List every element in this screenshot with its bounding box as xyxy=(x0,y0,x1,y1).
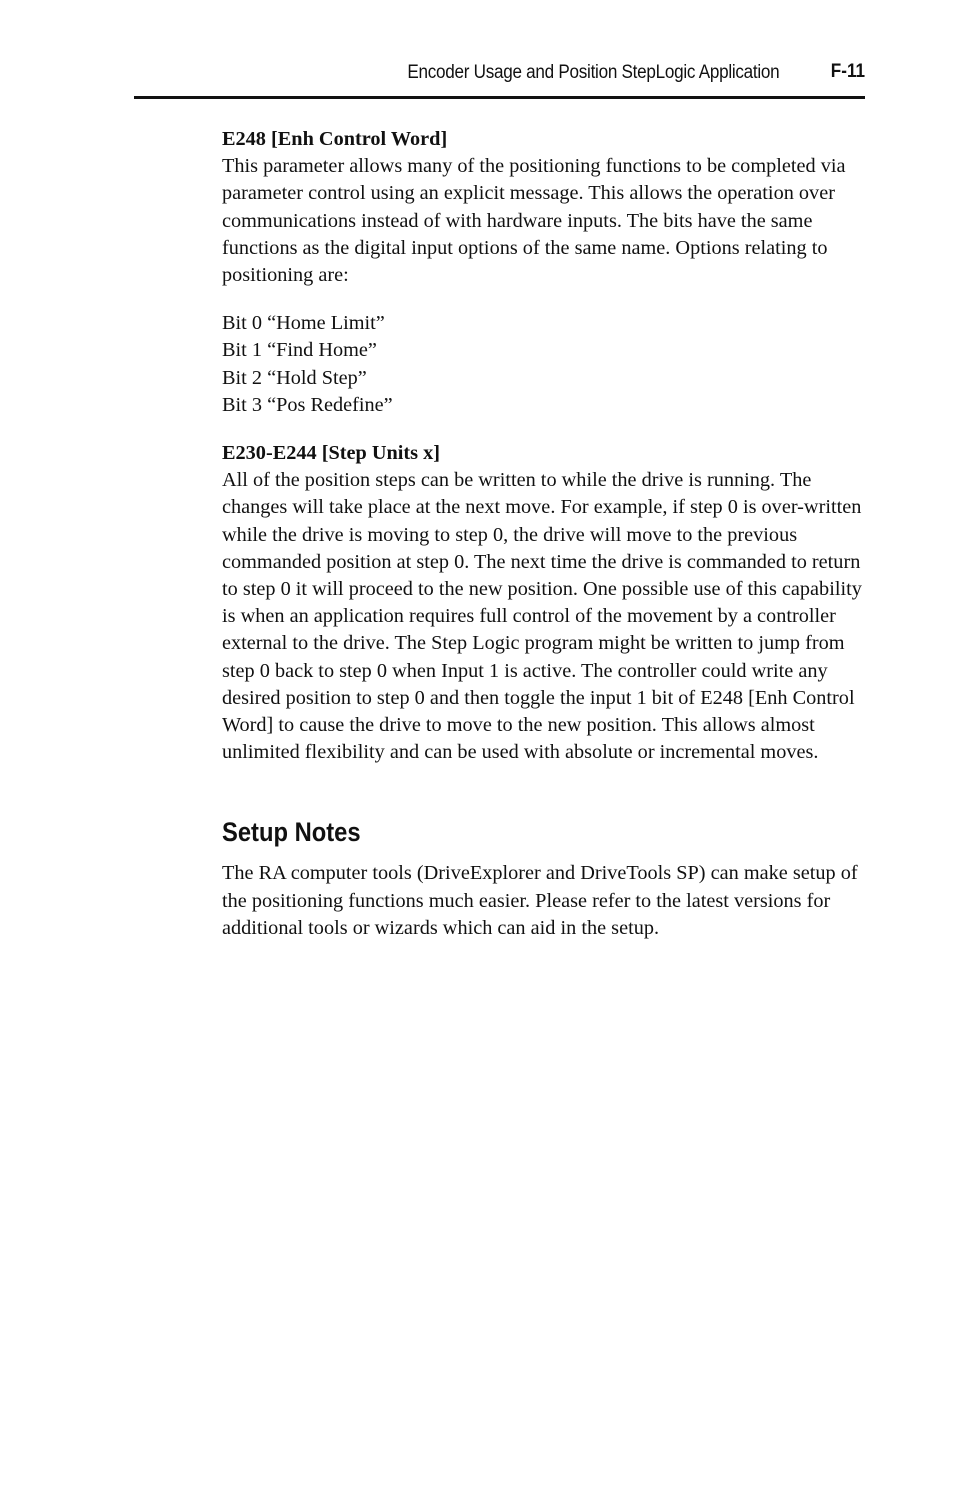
section-title-setup-notes: Setup Notes xyxy=(222,817,361,848)
spacer xyxy=(222,419,872,440)
param-heading-step-units: E230-E244 [Step Units x] xyxy=(222,442,441,465)
page-content xyxy=(222,126,872,942)
list-item: Bit 3 “Pos Redefine” xyxy=(222,393,393,416)
list-item: Bit 2 “Hold Step” xyxy=(222,366,367,389)
page-header xyxy=(134,58,865,99)
param-heading-enh-control-word: E248 [Enh Control Word] xyxy=(222,128,448,150)
param-description-enh-control-word: This parameter allows many of the positioning functions to be completed via parameter control using an explicit message. This allows the operation over communications instead of with hardware inputs. The bits have the same functions as the digital input options of the same name. Options relating to positioning are: xyxy=(222,155,846,287)
param-description-step-units: All of the position steps can be written to while the drive is running. The changes will take place at the next move. For example, if step 0 is over-written while the drive is moving to step 0, the drive will move to the previous commanded position at step 0. The next time the drive is commanded to return to step 0 it will proceed to the new position. One possible use of this capability is when an application requires full control of the movement by a controller external to the drive. The Step Logic program might be written to jump from step 0 back to step 0 when Input 1 is active. The controller could write any desired position to step 0 and then toggle the input 1 bit of E248 [Enh Control Word] to cause the drive to move to the new position. This allows almost unlimited flexibility and can be used with absolute or incremental moves. xyxy=(222,469,862,764)
setup-notes-paragraph: The RA computer tools (DriveExplorer and DriveTools SP) can make setup of the positioning functions much easier. Please refer to the latest versions for additional tools or wizards which can aid in the setup. xyxy=(222,862,858,939)
list-item: Bit 0 “Home Limit” xyxy=(222,312,385,335)
bit-options-list xyxy=(222,310,872,419)
list-item: Bit 1 “Find Home” xyxy=(222,339,377,362)
page-number: F-11 xyxy=(830,61,865,82)
header-title: Encoder Usage and Position StepLogic Application xyxy=(406,62,779,83)
